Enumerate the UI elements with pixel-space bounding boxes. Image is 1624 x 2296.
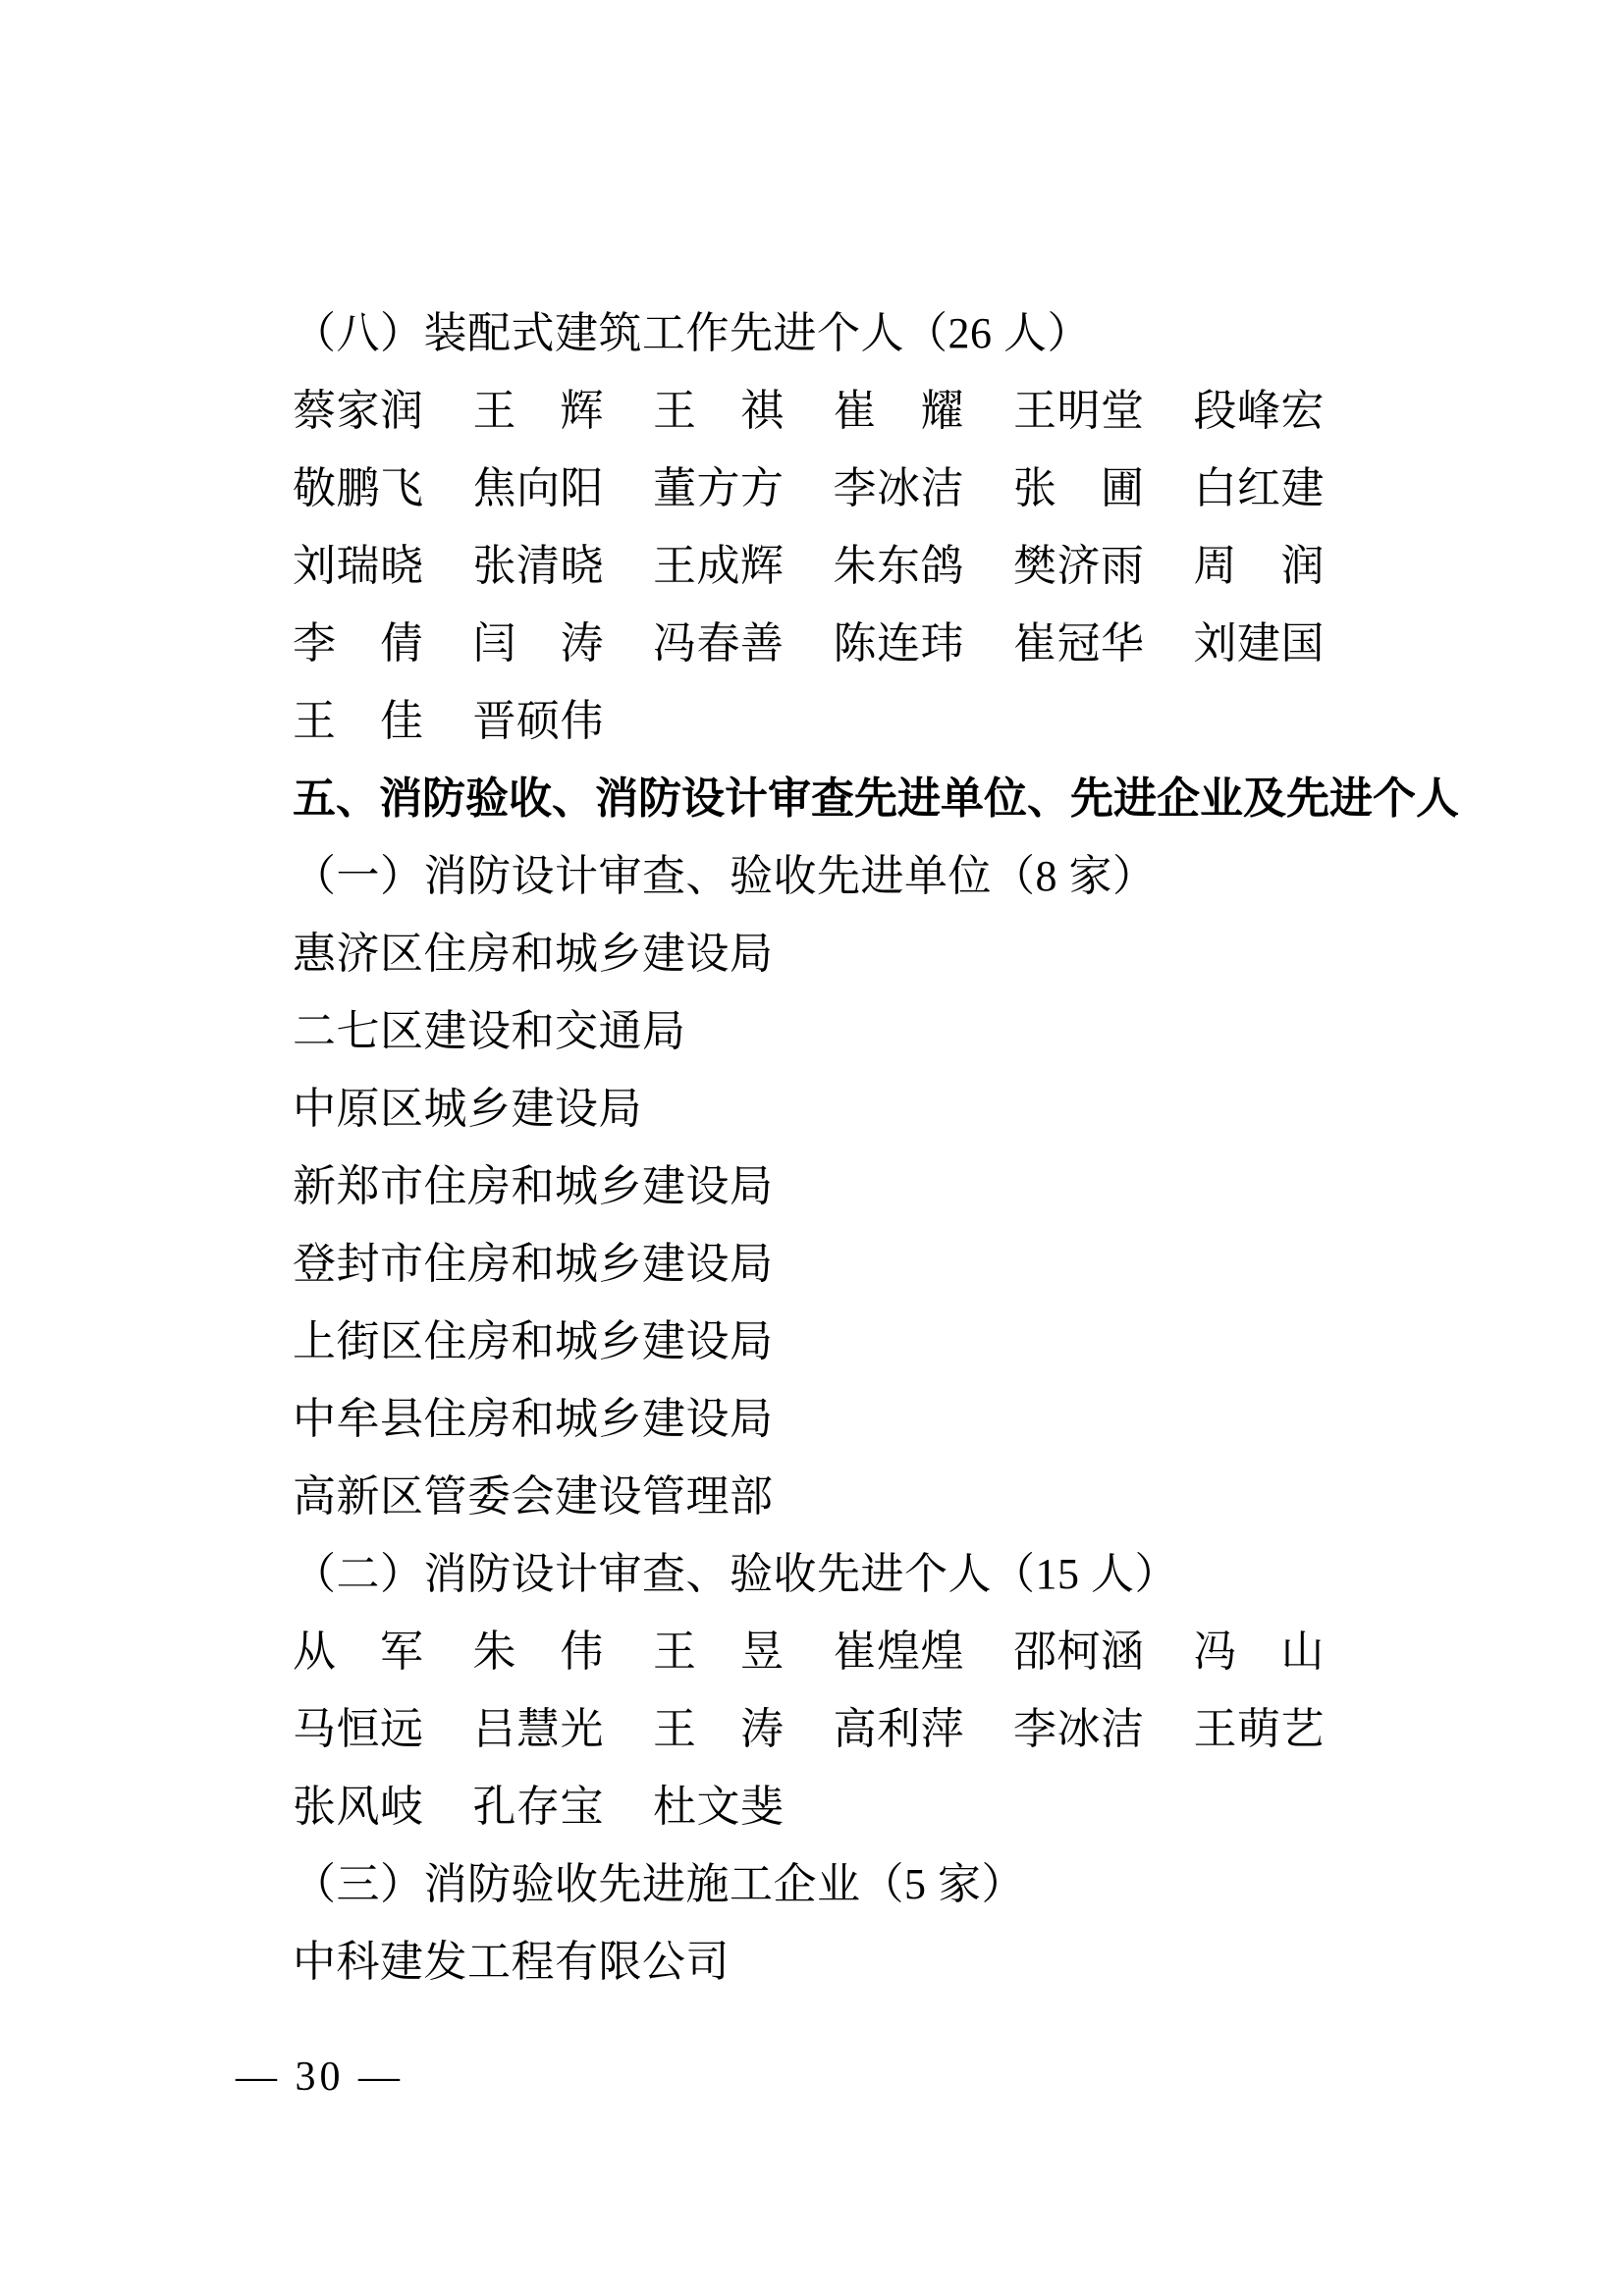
person-name: 朱 伟 xyxy=(472,1628,604,1676)
person-name: 崔冠华 xyxy=(1013,619,1145,667)
subsection-2-name-row-2 xyxy=(293,1690,1451,1768)
person-name: 王明堂 xyxy=(1013,387,1145,435)
person-name: 李冰洁 xyxy=(1013,1705,1145,1753)
person-name: 王 辉 xyxy=(472,387,604,435)
section-8-name-row-4 xyxy=(293,605,1451,682)
section-8-name-row-5 xyxy=(293,682,1451,760)
unit-name: 中科建发工程有限公司 xyxy=(293,1938,730,1986)
unit-name: 登封市住房和城乡建设局 xyxy=(293,1240,774,1288)
person-name: 马恒远 xyxy=(293,1705,424,1753)
person-name: 王 祺 xyxy=(653,387,785,435)
person-name: 朱东鸽 xyxy=(833,542,964,590)
unit-name: 中原区城乡建设局 xyxy=(293,1085,642,1133)
page-number: — 30 — xyxy=(236,2055,404,2100)
person-name: 王 涛 xyxy=(653,1705,785,1753)
subsection-1-heading: （一）消防设计审查、验收先进单位（8 家） xyxy=(293,852,1157,900)
person-name: 闫 涛 xyxy=(472,619,604,667)
person-name: 张清晓 xyxy=(472,542,604,590)
subsection-2-heading: （二）消防设计审查、验收先进个人（15 人） xyxy=(293,1550,1178,1598)
person-name: 晋硕伟 xyxy=(472,697,604,745)
person-name: 周 润 xyxy=(1193,542,1325,590)
person-name: 张风岐 xyxy=(293,1783,424,1831)
person-name: 李冰洁 xyxy=(833,464,964,512)
person-name: 杜文斐 xyxy=(653,1783,785,1831)
unit-name: 二七区建设和交通局 xyxy=(293,1007,686,1055)
person-name: 樊济雨 xyxy=(1013,542,1145,590)
person-name: 段峰宏 xyxy=(1193,387,1325,435)
person-name: 王成辉 xyxy=(653,542,785,590)
person-name: 敬鹏飞 xyxy=(293,464,424,512)
person-name: 邵柯涵 xyxy=(1013,1628,1145,1676)
unit-name: 高新区管委会建设管理部 xyxy=(293,1472,774,1521)
unit-name: 上街区住房和城乡建设局 xyxy=(293,1317,774,1365)
unit-name: 新郑市住房和城乡建设局 xyxy=(293,1162,774,1210)
subsection-2-name-row-3 xyxy=(293,1768,1451,1845)
subsection-3-heading: （三）消防验收先进施工企业（5 家） xyxy=(293,1860,1025,1908)
person-name: 崔 耀 xyxy=(833,387,964,435)
person-name: 白红建 xyxy=(1193,464,1325,512)
person-name: 陈连玮 xyxy=(833,619,964,667)
section-8-name-row-3 xyxy=(293,527,1451,605)
person-name: 蔡家润 xyxy=(293,387,424,435)
person-name: 王 佳 xyxy=(293,697,424,745)
person-name: 王 昱 xyxy=(653,1628,785,1676)
subsection-2-name-row-1 xyxy=(293,1613,1451,1690)
person-name: 从 军 xyxy=(293,1628,424,1676)
person-name: 刘瑞晓 xyxy=(293,542,424,590)
unit-name: 惠济区住房和城乡建设局 xyxy=(293,930,774,978)
person-name: 刘建国 xyxy=(1193,619,1325,667)
section-8-name-row-1 xyxy=(293,372,1451,450)
unit-name: 中牟县住房和城乡建设局 xyxy=(293,1395,774,1443)
person-name: 孔存宝 xyxy=(472,1783,604,1831)
person-name: 高利萍 xyxy=(833,1705,964,1753)
person-name: 李 倩 xyxy=(293,619,424,667)
person-name: 董方方 xyxy=(653,464,785,512)
person-name: 焦向阳 xyxy=(472,464,604,512)
section-8-name-row-2 xyxy=(293,450,1451,527)
person-name: 冯春善 xyxy=(653,619,785,667)
person-name: 崔煌煌 xyxy=(833,1628,964,1676)
document-body xyxy=(293,294,1459,2001)
person-name: 冯 山 xyxy=(1193,1628,1325,1676)
person-name: 张 圃 xyxy=(1013,464,1145,512)
person-name: 王萌艺 xyxy=(1193,1705,1325,1753)
person-name: 吕慧光 xyxy=(472,1705,604,1753)
section-5-title: 五、消防验收、消防设计审查先进单位、先进企业及先进个人 xyxy=(293,774,1459,823)
section-8-heading: （八）装配式建筑工作先进个人（26 人） xyxy=(293,309,1091,357)
